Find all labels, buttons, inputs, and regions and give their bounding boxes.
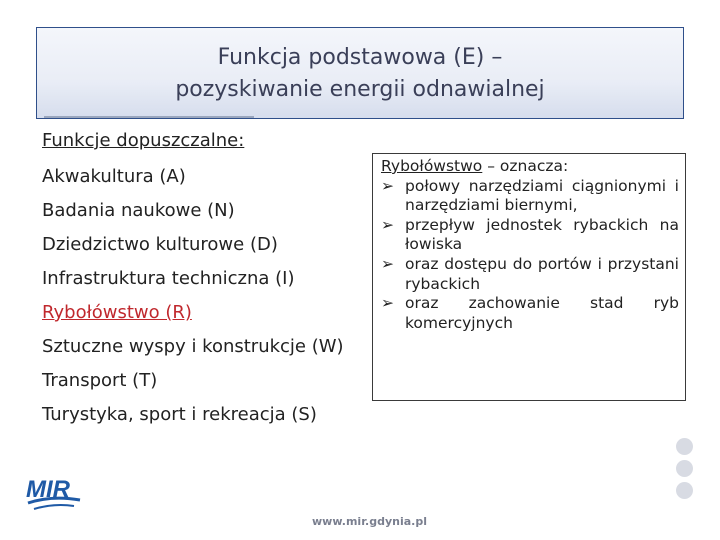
- slide-title: [37, 42, 683, 106]
- definition-bullet: [381, 255, 679, 294]
- function-item-research: Badania naukowe (N): [42, 200, 235, 221]
- mir-logo: [24, 470, 94, 516]
- function-item-artificial-islands: Sztuczne wyspy i konstrukcje (W): [42, 336, 344, 357]
- arrow-bullet-icon: ➢: [381, 254, 394, 273]
- definition-bullet-text: oraz dostępu do portów i przystani rybackich: [405, 254, 679, 293]
- dot-icon: [676, 482, 693, 499]
- dot-icon: [676, 438, 693, 455]
- slide-title-line-2: pozyskiwanie energii odnawialnej: [175, 77, 545, 102]
- function-item-tourism: Turystyka, sport i rekreacja (S): [42, 404, 317, 425]
- dot-icon: [676, 460, 693, 477]
- function-item-fishery[interactable]: Rybołówstwo (R): [42, 302, 192, 323]
- footer-website-link[interactable]: www.mir.gdynia.pl: [312, 515, 427, 528]
- title-underline-divider: [44, 116, 254, 118]
- arrow-bullet-icon: ➢: [381, 294, 394, 313]
- definition-box: [372, 153, 686, 401]
- definition-bullet-text: oraz zachowanie stad ryb komercyjnych: [405, 294, 679, 332]
- definition-bullet: [381, 177, 679, 216]
- logo-text: MIR: [26, 476, 70, 503]
- allowed-functions-list: [42, 164, 344, 436]
- definition-bullet-text: połowy narzędziami ciągnionymi i narzędziami biernymi,: [405, 176, 679, 215]
- function-item-infrastructure: Infrastruktura techniczna (I): [42, 268, 295, 289]
- slide-title-line-1: Funkcja podstawowa (E) –: [217, 45, 503, 70]
- slide-title-box: [36, 27, 684, 119]
- arrow-bullet-icon: ➢: [381, 176, 394, 195]
- definition-bullet: [381, 216, 679, 255]
- arrow-bullet-icon: ➢: [381, 215, 394, 234]
- allowed-functions-heading: Funkcje dopuszczalne:: [42, 130, 245, 151]
- definition-term: Rybołówstwo: [381, 157, 483, 175]
- definition-bullet-list: [381, 177, 679, 334]
- mir-wave-logo-icon: [24, 470, 94, 516]
- function-item-transport: Transport (T): [42, 370, 158, 391]
- definition-heading: [381, 157, 679, 177]
- decorative-dots: [676, 438, 693, 504]
- function-item-aquaculture: Akwakultura (A): [42, 166, 186, 187]
- definition-bullet: [381, 294, 679, 333]
- definition-bullet-text: przepływ jednostek rybackich na łowiska: [405, 215, 679, 254]
- definition-suffix: – oznacza:: [482, 157, 569, 175]
- function-item-heritage: Dziedzictwo kulturowe (D): [42, 234, 278, 255]
